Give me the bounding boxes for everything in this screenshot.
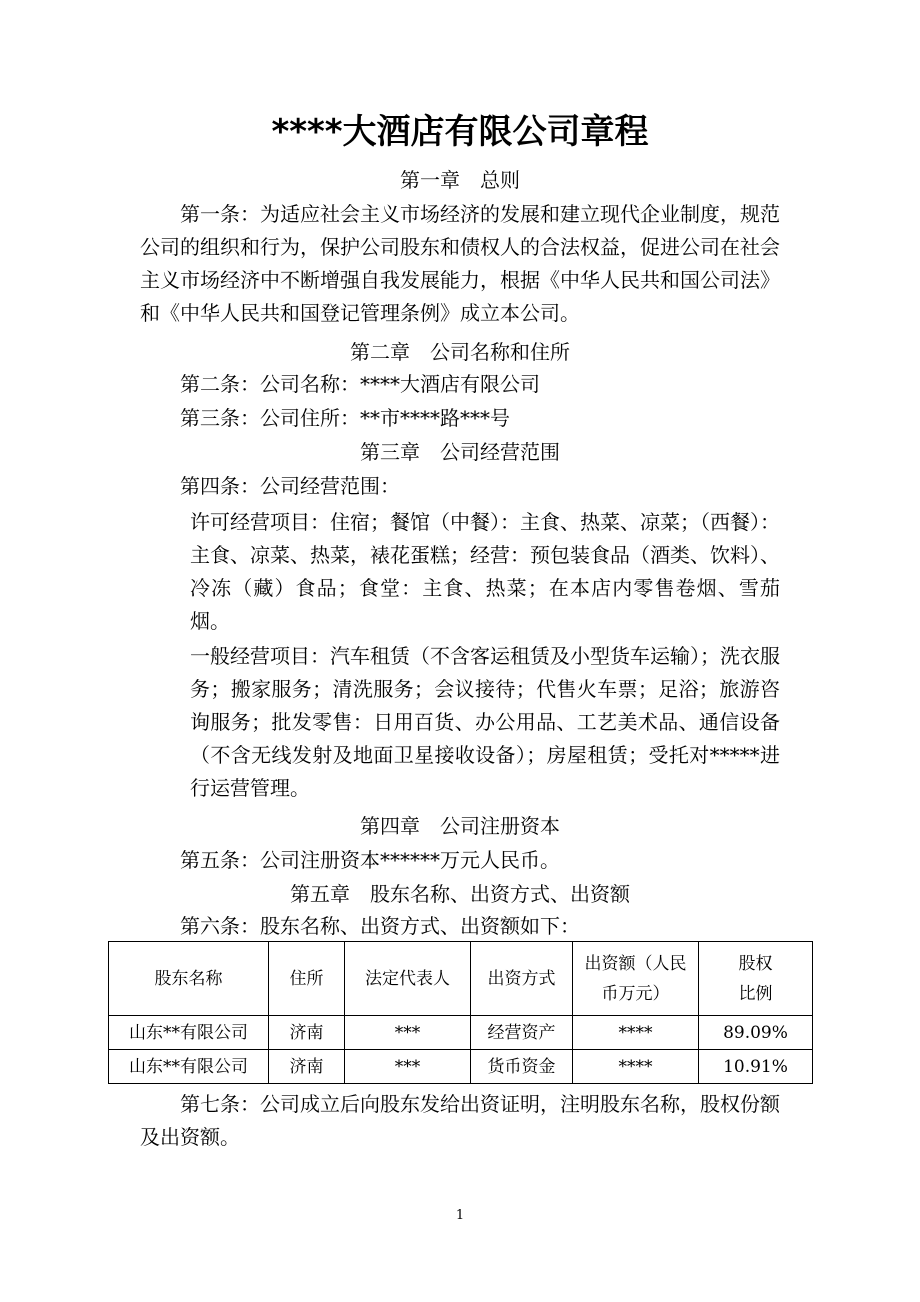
cell-ratio: 10.91% [699,1050,813,1084]
header-amount-line2: 币万元） [601,983,670,1004]
article-4-licensed-items: 许可经营项目：住宿；餐馆（中餐）：主食、热菜、凉菜；（西餐）：主食、凉菜、热菜，裱花蛋糕；经营：预包装食品（酒类、饮料）、冷冻（藏）食品；食堂：主食、热菜；在本店内零售卷烟、雪茄烟。 [190,510,780,633]
cell-name: 山东**有限公司 [109,1016,269,1050]
header-ratio-line1: 股权 [738,953,773,974]
article-2: 第二条：公司名称：****大酒店有限公司 [180,372,540,396]
header-ratio [699,942,813,1016]
chapter-3-heading: 第三章 公司经营范围 [360,440,560,464]
chapter-1-heading: 第一章 总则 [400,168,520,192]
article-1: 第一条：为适应社会主义市场经济的发展和建立现代企业制度，规范公司的组织和行为，保护公司股东和债权人的合法权益，促进公司在社会主义市场经济中不断增强自我发展能力，根据《中华人民共和国公司法》和《中华人民共和国登记管理条例》成立本公司。 [140,202,780,325]
chapter-4-heading: 第四章 公司注册资本 [360,814,560,838]
table-row [109,1016,813,1050]
cell-rep: *** [345,1016,471,1050]
cell-amount: **** [573,1016,699,1050]
shareholder-table [108,941,813,1084]
document-title: ****大酒店有限公司章程 [271,112,649,152]
article-3: 第三条：公司住所：**市****路***号 [180,406,510,430]
header-method: 出资方式 [471,942,573,1016]
cell-amount: **** [573,1050,699,1084]
cell-method: 货币资金 [471,1050,573,1084]
header-amount-line1: 出资额（人民 [584,953,687,974]
article-4: 第四条：公司经营范围： [180,474,400,498]
header-shareholder-name: 股东名称 [109,942,269,1016]
cell-name: 山东**有限公司 [109,1050,269,1084]
header-address: 住所 [269,942,345,1016]
article-4-general-items: 一般经营项目：汽车租赁（不含客运租赁及小型货车运输）；洗衣服务；搬家服务；清洗服务；会议接待；代售火车票；足浴；旅游咨询服务；批发零售：日用百货、办公用品、工艺美术品、通信设备（不含无线发射及地面卫星接收设备）；房屋租赁；受托对*****进行运营管理。 [190,644,780,800]
article-5: 第五条：公司注册资本******万元人民币。 [180,848,560,872]
cell-rep: *** [345,1050,471,1084]
cell-address: 济南 [269,1016,345,1050]
page-number: 1 [455,1208,465,1223]
table-header-row [109,942,813,1016]
table-row [109,1050,813,1084]
article-7: 第七条：公司成立后向股东发给出资证明，注明股东名称，股权份额及出资额。 [140,1092,780,1149]
cell-ratio: 89.09% [699,1016,813,1050]
header-legal-rep: 法定代表人 [345,942,471,1016]
header-ratio-line2: 比例 [738,983,773,1004]
cell-address: 济南 [269,1050,345,1084]
article-6: 第六条：股东名称、出资方式、出资额如下： [180,914,580,938]
cell-method: 经营资产 [471,1016,573,1050]
header-amount [573,942,699,1016]
chapter-5-heading: 第五章 股东名称、出资方式、出资额 [290,882,630,906]
chapter-2-heading: 第二章 公司名称和住所 [350,340,570,364]
